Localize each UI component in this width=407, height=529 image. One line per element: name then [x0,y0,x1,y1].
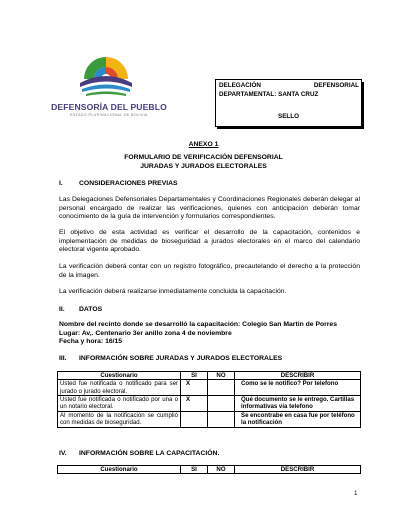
defensoria-logo-icon [78,49,134,101]
question-cell: Usted fue notificada o notificado para ser jurado o jurado electoral. [58,380,181,396]
box-shadow-bottom [217,127,364,129]
form-title [0,154,407,171]
describe-cell[interactable]: Qué documento se le entrego. Cartillas informativas via telefono [235,396,361,412]
datos-block [59,321,369,347]
no-cell[interactable] [208,396,235,412]
describe-cell[interactable]: Como se le notifico? Por telefono [235,380,361,396]
header-si: SI [181,466,208,474]
table-header-row [58,372,361,380]
section-heading-3 [59,355,282,364]
datos-date: Fecha y hora: 16/15 [59,338,123,345]
table-header-row [58,466,361,474]
form-title-line1: FORMULARIO DE VERIFICACIÓN DEFENSORIAL [124,154,283,161]
paragraph-2: El objetivo de esta actividad es verificar el desarrollo de la capacitación, contenidos e implementación de medidas de bioseguridad a jurados electorales en el marco del calendario electoral vigente aprobado. [59,229,360,253]
no-cell[interactable] [208,411,235,427]
header-cuestionario: Cuestionario [58,466,181,474]
header-cuestionario: Cuestionario [58,372,181,380]
paragraph-1: Las Delegaciones Defensoriales Departamentales y Coordinaciones Regionales deberán delegar al personal encargado de realizar las verificaciones, quienes con anticipación deberán tomar conocimiento de la guía de intervención y formularios correspondientes. [59,196,360,220]
header-describir: DESCRIBIR [235,466,361,474]
annex-title-text: ANEXO 1 [188,141,219,148]
section-title: INFORMACIÓN SOBRE LA CAPACITACIÓN. [79,450,220,457]
describe-cell[interactable]: Se encontrabe en casa fue por teléfono la notificación [235,411,361,427]
si-cell[interactable]: X [181,380,208,396]
section-number: II. [59,306,65,313]
paragraph-3: La verificación deberá contar con un registro fotográfico, precautelando el derecho a la protección de la imagen. [59,263,360,279]
paragraph-4: La verificación deberá realizarse inmediatamente concluida la capacitación. [59,288,287,295]
question-cell: Al momento de la notificación se cumplió con medidas de bioseguridad. [58,411,181,427]
delegation-label-b: DEFENSORIAL [313,82,359,89]
section-heading-1 [59,180,178,189]
delegation-label [219,82,359,99]
annex-title [0,141,407,150]
section-heading-4 [59,450,219,459]
section-number: III. [59,355,67,362]
capacitacion-table [57,465,361,474]
section-number: I. [59,180,63,187]
delegation-department: DEPARTAMENTAL: SANTA CRUZ [219,90,319,98]
logo-title: DEFENSORÍA DEL PUEBLO [51,102,167,112]
box-shadow [362,82,364,128]
header-no: NO [208,466,235,474]
delegation-label-a: DELEGACIÓN [219,82,261,89]
datos-place: Lugar: Av,. Centenario 3er anillo zona 4 de noviembre [59,329,232,337]
question-cell: Usted fue notificada o notificado por una o un notario electoral. [58,396,181,412]
delegation-stamp-box [215,79,362,127]
header-describir: DESCRIBIR [235,372,361,380]
section-title: INFORMACIÓN SOBRE JURADAS Y JURADOS ELECTORALES [79,355,283,362]
section-number: IV. [59,450,67,457]
no-cell[interactable] [208,380,235,396]
datos-venue: Nombre del recinto donde se desarrolló la capacitación: Colegio San Martin de Porres [59,321,337,328]
section-title: DATOS [79,306,103,313]
section-heading-2 [59,306,102,315]
table-row [58,380,361,396]
si-cell[interactable]: X [181,396,208,412]
table-row [58,411,361,427]
header-no: NO [208,372,235,380]
section-title: CONSIDERACIONES PREVIAS [79,180,178,187]
header-si: SI [181,372,208,380]
page-number: 1 [354,490,358,497]
si-cell[interactable] [181,411,208,427]
table-row [58,396,361,412]
jurados-table [57,371,361,428]
logo-subtitle: ESTADO PLURINACIONAL DE BOLIVIA [70,113,148,117]
stamp-label: SELLO [278,113,299,120]
form-title-line2: JURADAS Y JURADOS ELECTORALES [140,162,267,170]
